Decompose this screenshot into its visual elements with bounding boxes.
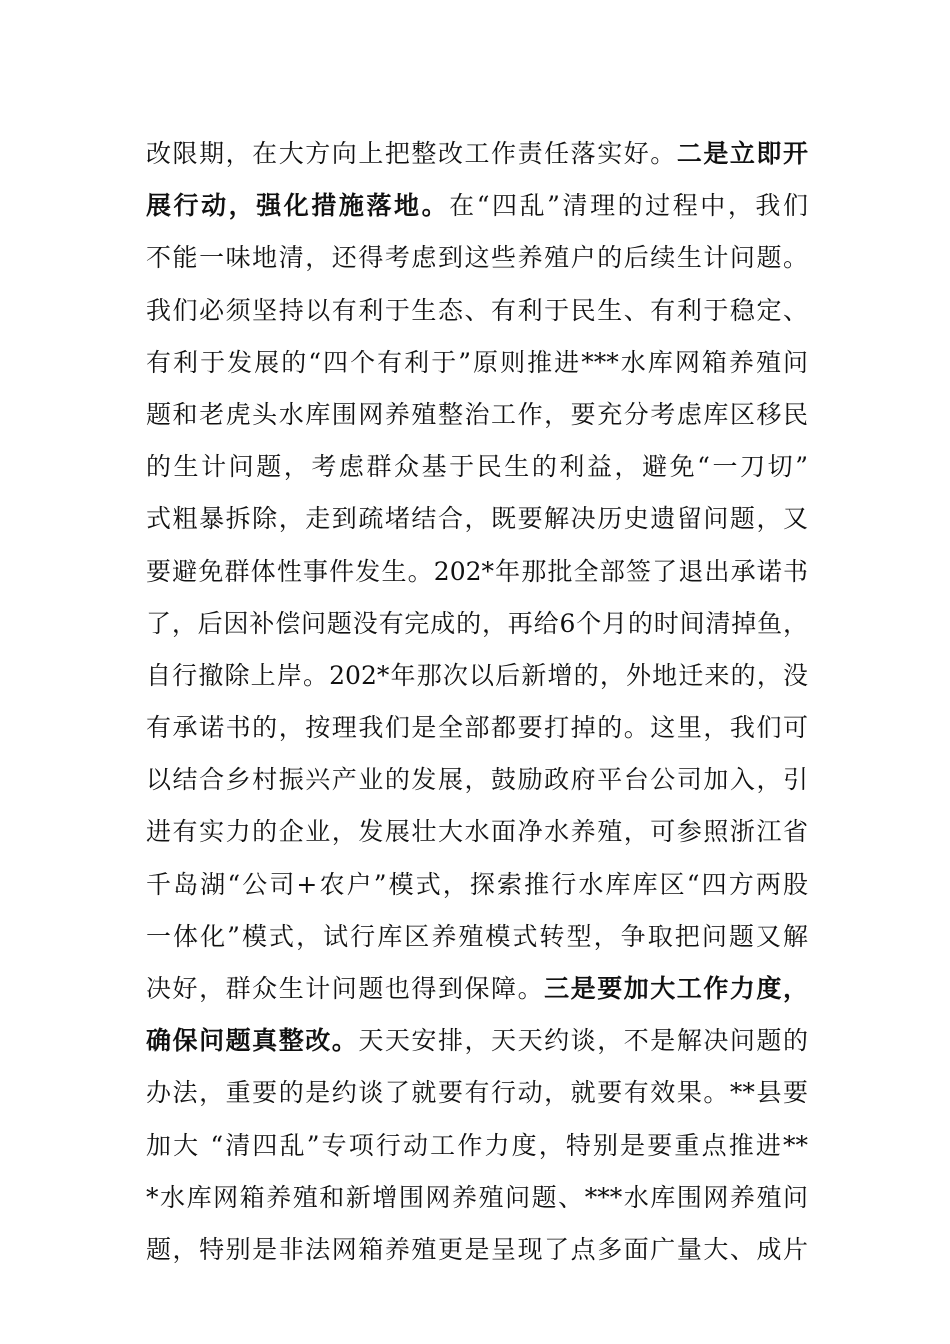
bold-heading-text: 确保问题真整改。	[146, 1026, 359, 1056]
body-text: 办法，重要的是约谈了就要有行动，就要有效果。**县要	[146, 1078, 808, 1108]
text-line	[146, 754, 808, 806]
bold-heading-text: 展行动，强化措施落地。	[146, 191, 450, 221]
body-text: 不能一味地清，还得考虑到这些养殖户的后续生计问题。	[146, 243, 808, 273]
text-line	[146, 1120, 808, 1172]
body-text: 以结合乡村振兴产业的发展，鼓励政府平台公司加入，引	[146, 765, 808, 795]
text-line	[146, 650, 808, 702]
text-line	[146, 1067, 808, 1119]
text-line	[146, 180, 808, 232]
text-line	[146, 232, 808, 284]
body-text: 题和老虎头水库围网养殖整治工作，要充分考虑库区移民	[146, 399, 808, 429]
body-text: 一体化”模式，试行库区养殖模式转型，争取把问题又解	[146, 921, 808, 951]
text-line	[146, 337, 808, 389]
bold-heading-text: 二是立即开	[676, 139, 808, 168]
text-line	[146, 389, 808, 441]
body-text: 有利于发展的“四个有利于”原则推进***水库网箱养殖问	[146, 347, 808, 377]
body-text: 加大 “清四乱”专项行动工作力度，特别是要重点推进**	[146, 1130, 808, 1160]
text-line	[146, 1224, 808, 1276]
body-text: 有承诺书的，按理我们是全部都要打掉的。这里，我们可	[146, 713, 808, 743]
body-text: 自行撤除上岸。202*年那次以后新增的，外地迁来的，没	[146, 660, 808, 690]
text-line	[146, 546, 808, 598]
body-text: 在“四乱”清理的过程中，我们	[449, 191, 808, 221]
body-text: *水库网箱养殖和新增围网养殖问题、***水库围网养殖问	[146, 1182, 808, 1212]
bold-heading-text: 三是要加大工作力度，	[544, 974, 808, 1003]
body-text: 改限期，在大方向上把整改工作责任落实好。	[146, 139, 677, 168]
body-text: 题，特别是非法网箱养殖更是呈现了点多面广量大、成片	[146, 1234, 808, 1264]
text-line	[146, 859, 808, 911]
body-text: 的生计问题，考虑群众基于民生的利益，避免“一刀切”	[146, 452, 808, 482]
text-line	[146, 1015, 808, 1067]
body-text: 我们必须坚持以有利于生态、有利于民生、有利于稳定、	[146, 295, 808, 325]
body-text: 进有实力的企业，发展壮大水面净水养殖，可参照浙江省	[146, 817, 808, 847]
text-line	[146, 493, 808, 545]
text-line	[146, 285, 808, 337]
body-text: 了，后因补偿问题没有完成的，再给6个月的时间清掉鱼，	[146, 608, 808, 638]
body-text: 式粗暴拆除，走到疏堵结合，既要解决历史遗留问题，又	[146, 504, 808, 534]
text-line	[146, 963, 808, 1015]
text-line	[146, 702, 808, 754]
text-line	[146, 441, 808, 493]
text-line	[146, 911, 808, 963]
text-line	[146, 1172, 808, 1224]
text-line	[146, 128, 808, 180]
body-text: 决好，群众生计问题也得到保障。	[146, 974, 545, 1003]
body-text: 要避免群体性事件发生。202*年那批全部签了退出承诺书	[146, 556, 808, 586]
body-text: 千岛湖“公司+农户”模式，探索推行水库库区“四方两股	[146, 869, 808, 899]
document-body	[146, 128, 808, 1276]
text-line	[146, 598, 808, 650]
body-text: 天天安排，天天约谈，不是解决问题的	[358, 1026, 808, 1056]
text-line	[146, 806, 808, 858]
